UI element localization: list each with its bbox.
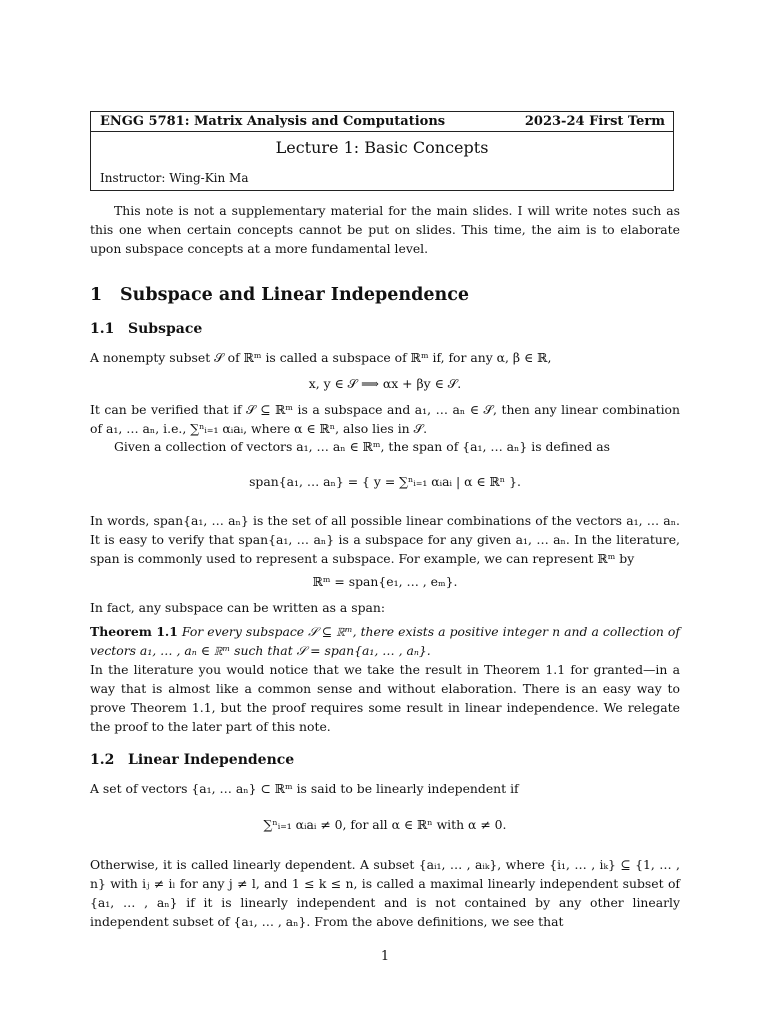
section-heading [90, 286, 680, 305]
page-number: 1 [380, 949, 390, 964]
subsection-number: 1.2 [90, 752, 115, 768]
infact-paragraph: In fact, any subspace can be written as a span: [90, 600, 386, 615]
subsection-heading [90, 320, 680, 339]
term-label: 2023-24 First Term [524, 114, 665, 129]
linear-independence-definition: A set of vectors {a₁, … aₙ} ⊂ ℝᵐ is said to be linearly independent if [90, 781, 519, 796]
section-number: 1 [90, 285, 103, 305]
instructor-name: Instructor: Wing-Kin Ma [100, 171, 249, 185]
linear-combination-paragraph: It can be verified that if 𝒮 ⊆ ℝᵐ is a subspace and a₁, … aₙ ∈ 𝒮, then any linear combination of a₁, … aₙ, i.e., ∑ⁿᵢ₌₁ αᵢaᵢ, where α ∈ ℝⁿ, also lies in 𝒮. [90, 402, 680, 436]
linear-independence-equation: ∑ⁿᵢ₌₁ αᵢaᵢ ≠ 0, for all α ∈ ℝⁿ with α ≠ 0. [263, 817, 507, 832]
span-words-paragraph: In words, span{a₁, … aₙ} is the set of all possible linear combinations of the vectors a₁, … aₙ. It is easy to verify that span{a₁, … aₙ} is a subspace for any given a₁, … aₙ. In the literature, span is commonly used to represent a subspace. For example, we can represent ℝᵐ by [90, 513, 680, 566]
lecture-header-box [90, 111, 674, 191]
theorem-block [90, 622, 680, 660]
course-title: ENGG 5781: Matrix Analysis and Computations [100, 114, 446, 129]
section-title: Subspace and Linear Independence [120, 285, 470, 305]
rm-span-equation: ℝᵐ = span{e₁, … , eₘ}. [312, 574, 458, 589]
lecture-title: Lecture 1: Basic Concepts [275, 138, 489, 157]
maximal-subset-paragraph: Otherwise, it is called linearly dependent. A subset {aᵢ₁, … , aᵢₖ}, where {i₁, … , iₖ} ⊆ {1, … , n} with iⱼ ≠ iₗ for any j ≠ l, and 1 ≤ k ≤ n, is called a maximal linearly independent subset of {a₁, … , aₙ} if it is linearly independent and is not contained by any other linearly independent subset of {a₁, … , aₙ}. From the above definitions, we see that [90, 857, 680, 929]
header-divider [91, 131, 673, 132]
literature-paragraph: In the literature you would notice that we take the result in Theorem 1.1 for granted—in a way that is almost like a common sense and without elaboration. There is an easy way to prove Theorem 1.1, but the proof requires some result in linear independence. We relegate the proof to the later part of this note. [90, 662, 680, 734]
subsection-title: Linear Independence [128, 752, 295, 768]
subspace-equation: x, y ∈ 𝒮 ⟹ αx + βy ∈ 𝒮. [308, 376, 462, 391]
intro-paragraph: This note is not a supplementary material for the main slides. I will write notes such as this one when certain concepts cannot be put on slides. This time, the aim is to elaborate upon subspace concepts at a more fundamental level. [90, 203, 680, 256]
theorem-statement: For every subspace 𝒮 ⊆ ℝᵐ, there exists a positive integer n and a collection of vectors a₁, … , aₙ ∈ ℝᵐ such that 𝒮 = span{a₁, … , aₙ}. [90, 624, 680, 658]
subsection-heading [90, 751, 680, 770]
subspace-definition: A nonempty subset 𝒮 of ℝᵐ is called a subspace of ℝᵐ if, for any α, β ∈ ℝ, [90, 350, 552, 365]
theorem-label: Theorem 1.1 [90, 624, 178, 639]
span-definition-paragraph: Given a collection of vectors a₁, … aₙ ∈ ℝᵐ, the span of {a₁, … aₙ} is defined as [114, 439, 610, 454]
subsection-title: Subspace [128, 321, 203, 337]
span-equation: span{a₁, … aₙ} = { y = ∑ⁿᵢ₌₁ αᵢaᵢ | α ∈ ℝⁿ }. [249, 474, 521, 489]
subsection-number: 1.1 [90, 321, 115, 337]
